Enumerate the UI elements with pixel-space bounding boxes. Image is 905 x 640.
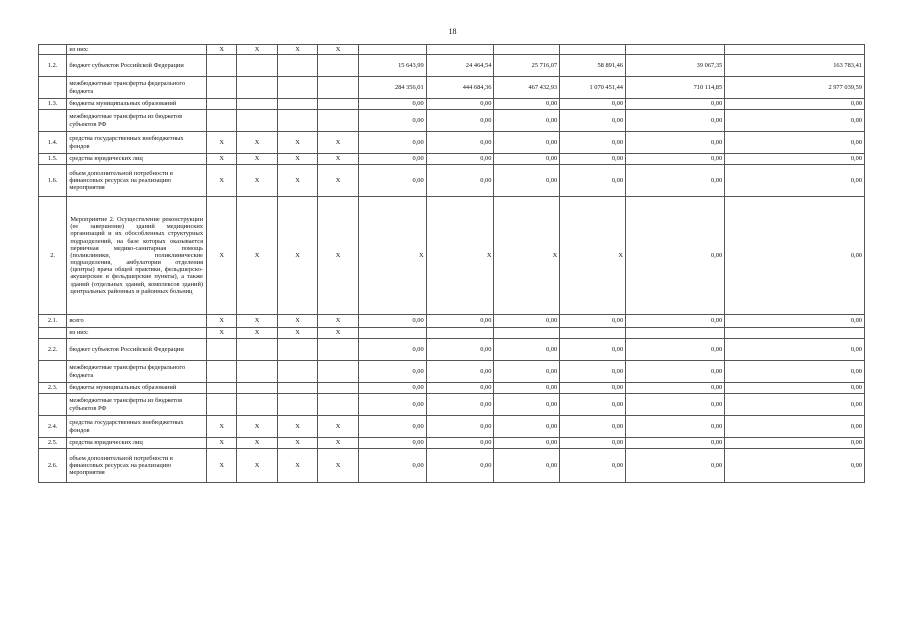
financing-table	[38, 44, 865, 483]
value-cell: 15 643,99	[358, 55, 426, 77]
table-row	[39, 383, 865, 394]
x-mark-cell: X	[318, 315, 358, 328]
value-cell: 0,00	[560, 383, 626, 394]
value-cell: 0,00	[626, 154, 725, 165]
value-cell	[358, 45, 426, 55]
x-mark-cell: X	[207, 328, 237, 339]
table-row	[39, 132, 865, 154]
row-number: 2.3.	[39, 383, 67, 394]
value-cell: 0,00	[426, 315, 494, 328]
value-cell: 0,00	[426, 110, 494, 132]
row-number: 1.4.	[39, 132, 67, 154]
value-cell: 25 716,07	[494, 55, 560, 77]
value-cell: 0,00	[426, 449, 494, 483]
x-mark-cell: X	[237, 45, 277, 55]
value-cell: 0,00	[560, 416, 626, 438]
value-cell: 0,00	[358, 165, 426, 197]
value-cell	[626, 328, 725, 339]
x-mark-cell: X	[318, 449, 358, 483]
value-cell: 0,00	[358, 132, 426, 154]
x-mark-cell: X	[237, 328, 277, 339]
x-mark-cell: X	[237, 416, 277, 438]
table-row	[39, 45, 865, 55]
value-cell: 0,00	[358, 110, 426, 132]
x-mark-cell: X	[207, 132, 237, 154]
value-cell: 0,00	[725, 197, 865, 315]
row-number	[39, 45, 67, 55]
value-cell: 0,00	[358, 99, 426, 110]
value-cell: 0,00	[560, 99, 626, 110]
value-cell: 0,00	[358, 154, 426, 165]
value-cell: 0,00	[494, 361, 560, 383]
table-row	[39, 165, 865, 197]
row-description: Мероприятие 2. Осуществление реконструкции (ее завершение) зданий медицинских организаций и их обособленных структурных подразделений, на базе которых оказывается первичная медико-санитарная помощь (поликлиники, поликлинические подразделения, амбулатории отделения (центры) врача общей практики, фельдшерско-акушерские и фельдшерские пункты), а также зданий (отдельных зданий, комплексов зданий) центральных районных и районных больниц	[67, 197, 207, 315]
row-description: бюджеты муниципальных образований	[67, 99, 207, 110]
value-cell	[560, 328, 626, 339]
value-cell: 0,00	[494, 132, 560, 154]
x-mark-cell: X	[318, 132, 358, 154]
value-cell: X	[494, 197, 560, 315]
value-cell: 0,00	[626, 339, 725, 361]
value-cell: 0,00	[494, 165, 560, 197]
value-cell: 0,00	[426, 361, 494, 383]
value-cell	[426, 328, 494, 339]
value-cell: 0,00	[494, 438, 560, 449]
x-mark-cell	[237, 55, 277, 77]
x-mark-cell	[207, 394, 237, 416]
value-cell: 0,00	[358, 438, 426, 449]
row-number: 2.1.	[39, 315, 67, 328]
row-number: 2.	[39, 197, 67, 315]
value-cell: 0,00	[626, 383, 725, 394]
value-cell: 0,00	[560, 154, 626, 165]
value-cell: 0,00	[426, 339, 494, 361]
value-cell: 0,00	[626, 110, 725, 132]
x-mark-cell	[207, 339, 237, 361]
row-description: межбюджетные трансферты из бюджетов субъектов РФ	[67, 394, 207, 416]
value-cell: 0,00	[725, 394, 865, 416]
row-number: 2.4.	[39, 416, 67, 438]
row-number	[39, 110, 67, 132]
value-cell: 0,00	[560, 394, 626, 416]
x-mark-cell: X	[277, 197, 317, 315]
table-row	[39, 154, 865, 165]
table-row	[39, 77, 865, 99]
x-mark-cell	[277, 361, 317, 383]
value-cell: 0,00	[494, 339, 560, 361]
x-mark-cell: X	[207, 197, 237, 315]
x-mark-cell	[318, 361, 358, 383]
x-mark-cell: X	[318, 416, 358, 438]
x-mark-cell	[318, 394, 358, 416]
value-cell: 0,00	[626, 438, 725, 449]
value-cell: 0,00	[426, 394, 494, 416]
x-mark-cell	[318, 77, 358, 99]
value-cell: 0,00	[560, 361, 626, 383]
x-mark-cell	[318, 383, 358, 394]
x-mark-cell: X	[277, 315, 317, 328]
row-description: из них:	[67, 328, 207, 339]
x-mark-cell	[237, 361, 277, 383]
x-mark-cell: X	[318, 154, 358, 165]
value-cell	[494, 328, 560, 339]
row-number: 2.6.	[39, 449, 67, 483]
value-cell: 467 432,93	[494, 77, 560, 99]
x-mark-cell: X	[277, 154, 317, 165]
x-mark-cell	[237, 99, 277, 110]
value-cell: 0,00	[626, 165, 725, 197]
table-row	[39, 99, 865, 110]
x-mark-cell: X	[318, 438, 358, 449]
table-row	[39, 328, 865, 339]
value-cell: 0,00	[560, 165, 626, 197]
row-number: 2.2.	[39, 339, 67, 361]
value-cell: 1 070 451,44	[560, 77, 626, 99]
x-mark-cell	[318, 110, 358, 132]
row-description: из них:	[67, 45, 207, 55]
x-mark-cell	[207, 110, 237, 132]
x-mark-cell	[207, 77, 237, 99]
x-mark-cell: X	[237, 197, 277, 315]
value-cell: 0,00	[725, 110, 865, 132]
x-mark-cell	[277, 55, 317, 77]
x-mark-cell	[237, 77, 277, 99]
x-mark-cell: X	[277, 132, 317, 154]
value-cell: 163 783,41	[725, 55, 865, 77]
x-mark-cell: X	[237, 315, 277, 328]
x-mark-cell	[207, 361, 237, 383]
value-cell: 0,00	[494, 416, 560, 438]
value-cell	[725, 328, 865, 339]
table-row	[39, 339, 865, 361]
value-cell: 0,00	[725, 165, 865, 197]
row-number: 1.2.	[39, 55, 67, 77]
value-cell: 0,00	[725, 449, 865, 483]
row-number	[39, 394, 67, 416]
value-cell: 0,00	[426, 132, 494, 154]
row-number: 1.3.	[39, 99, 67, 110]
row-number: 1.5.	[39, 154, 67, 165]
value-cell: 0,00	[494, 99, 560, 110]
value-cell: 0,00	[494, 394, 560, 416]
value-cell	[560, 45, 626, 55]
table-row	[39, 438, 865, 449]
value-cell: 0,00	[626, 315, 725, 328]
row-number	[39, 361, 67, 383]
value-cell: 0,00	[725, 383, 865, 394]
x-mark-cell: X	[207, 416, 237, 438]
x-mark-cell: X	[237, 154, 277, 165]
value-cell: 0,00	[725, 438, 865, 449]
value-cell: X	[358, 197, 426, 315]
row-description: межбюджетные трансферты из бюджетов субъектов РФ	[67, 110, 207, 132]
row-description: средства юридических лиц	[67, 154, 207, 165]
table-row	[39, 361, 865, 383]
value-cell: 0,00	[426, 99, 494, 110]
x-mark-cell: X	[237, 165, 277, 197]
value-cell: 0,00	[358, 361, 426, 383]
value-cell: 0,00	[426, 416, 494, 438]
value-cell: 0,00	[725, 315, 865, 328]
value-cell	[725, 45, 865, 55]
value-cell: 0,00	[426, 154, 494, 165]
row-description: объем дополнительной потребности в финансовых ресурсах на реализацию мероприятия	[67, 165, 207, 197]
x-mark-cell: X	[318, 45, 358, 55]
x-mark-cell	[318, 99, 358, 110]
value-cell: 0,00	[494, 110, 560, 132]
value-cell: 0,00	[426, 438, 494, 449]
value-cell	[494, 45, 560, 55]
value-cell: 0,00	[560, 339, 626, 361]
value-cell: 2 977 039,59	[725, 77, 865, 99]
x-mark-cell	[237, 110, 277, 132]
value-cell: 0,00	[494, 449, 560, 483]
value-cell: 710 114,85	[626, 77, 725, 99]
row-number: 1.6.	[39, 165, 67, 197]
x-mark-cell	[277, 394, 317, 416]
value-cell: 0,00	[494, 154, 560, 165]
row-description: межбюджетные трансферты федерального бюджета	[67, 77, 207, 99]
x-mark-cell	[237, 383, 277, 394]
x-mark-cell	[237, 394, 277, 416]
value-cell: 0,00	[626, 361, 725, 383]
row-description: средства юридических лиц	[67, 438, 207, 449]
x-mark-cell: X	[237, 449, 277, 483]
row-number	[39, 328, 67, 339]
value-cell: 58 891,46	[560, 55, 626, 77]
row-number: 2.5.	[39, 438, 67, 449]
x-mark-cell: X	[207, 154, 237, 165]
value-cell: 0,00	[426, 165, 494, 197]
value-cell: 0,00	[560, 438, 626, 449]
value-cell: 0,00	[358, 416, 426, 438]
value-cell: 0,00	[626, 99, 725, 110]
row-description: объем дополнительной потребности в финансовых ресурсах на реализацию мероприятия	[67, 449, 207, 483]
value-cell: 0,00	[358, 339, 426, 361]
value-cell: 0,00	[725, 132, 865, 154]
value-cell: 0,00	[560, 110, 626, 132]
value-cell: 0,00	[560, 315, 626, 328]
x-mark-cell: X	[237, 132, 277, 154]
value-cell: 0,00	[626, 132, 725, 154]
value-cell: 0,00	[358, 449, 426, 483]
table-row	[39, 315, 865, 328]
value-cell: 0,00	[494, 383, 560, 394]
x-mark-cell	[207, 55, 237, 77]
row-description: бюджет субъектов Российской Федерации	[67, 55, 207, 77]
x-mark-cell	[318, 55, 358, 77]
x-mark-cell: X	[277, 45, 317, 55]
x-mark-cell: X	[277, 449, 317, 483]
value-cell: 0,00	[725, 339, 865, 361]
x-mark-cell	[207, 383, 237, 394]
x-mark-cell	[277, 99, 317, 110]
value-cell: 0,00	[626, 197, 725, 315]
x-mark-cell	[277, 110, 317, 132]
x-mark-cell	[318, 339, 358, 361]
value-cell: 0,00	[626, 449, 725, 483]
table-row	[39, 449, 865, 483]
row-description: средства государственных внебюджетных фондов	[67, 132, 207, 154]
value-cell: 0,00	[560, 449, 626, 483]
page-number: 18	[448, 27, 457, 36]
row-description: межбюджетные трансферты федерального бюджета	[67, 361, 207, 383]
row-description: всего	[67, 315, 207, 328]
row-description: средства государственных внебюджетных фондов	[67, 416, 207, 438]
x-mark-cell	[207, 99, 237, 110]
x-mark-cell: X	[207, 438, 237, 449]
value-cell: 0,00	[725, 361, 865, 383]
value-cell: 0,00	[725, 154, 865, 165]
x-mark-cell	[277, 77, 317, 99]
x-mark-cell: X	[318, 197, 358, 315]
x-mark-cell: X	[207, 449, 237, 483]
value-cell: 0,00	[725, 416, 865, 438]
x-mark-cell: X	[277, 328, 317, 339]
table-row	[39, 197, 865, 315]
value-cell: 0,00	[725, 99, 865, 110]
value-cell: 0,00	[358, 315, 426, 328]
x-mark-cell: X	[207, 45, 237, 55]
row-description: бюджеты муниципальных образований	[67, 383, 207, 394]
value-cell	[426, 45, 494, 55]
x-mark-cell: X	[318, 165, 358, 197]
x-mark-cell: X	[237, 438, 277, 449]
value-cell: 24 464,54	[426, 55, 494, 77]
value-cell	[358, 328, 426, 339]
value-cell: 39 067,35	[626, 55, 725, 77]
table-row	[39, 55, 865, 77]
table-row	[39, 110, 865, 132]
row-number	[39, 77, 67, 99]
value-cell: X	[426, 197, 494, 315]
value-cell: 0,00	[494, 315, 560, 328]
value-cell: X	[560, 197, 626, 315]
x-mark-cell: X	[318, 328, 358, 339]
x-mark-cell: X	[277, 438, 317, 449]
value-cell: 0,00	[358, 383, 426, 394]
x-mark-cell: X	[277, 416, 317, 438]
x-mark-cell	[237, 339, 277, 361]
value-cell: 0,00	[426, 383, 494, 394]
x-mark-cell: X	[277, 165, 317, 197]
value-cell: 0,00	[358, 394, 426, 416]
x-mark-cell: X	[207, 165, 237, 197]
table-row	[39, 394, 865, 416]
x-mark-cell	[277, 383, 317, 394]
x-mark-cell: X	[207, 315, 237, 328]
table-row	[39, 416, 865, 438]
value-cell: 0,00	[626, 394, 725, 416]
value-cell: 444 684,36	[426, 77, 494, 99]
value-cell: 0,00	[626, 416, 725, 438]
value-cell	[626, 45, 725, 55]
value-cell: 284 356,01	[358, 77, 426, 99]
row-description: бюджет субъектов Российской Федерации	[67, 339, 207, 361]
x-mark-cell	[277, 339, 317, 361]
value-cell: 0,00	[560, 132, 626, 154]
